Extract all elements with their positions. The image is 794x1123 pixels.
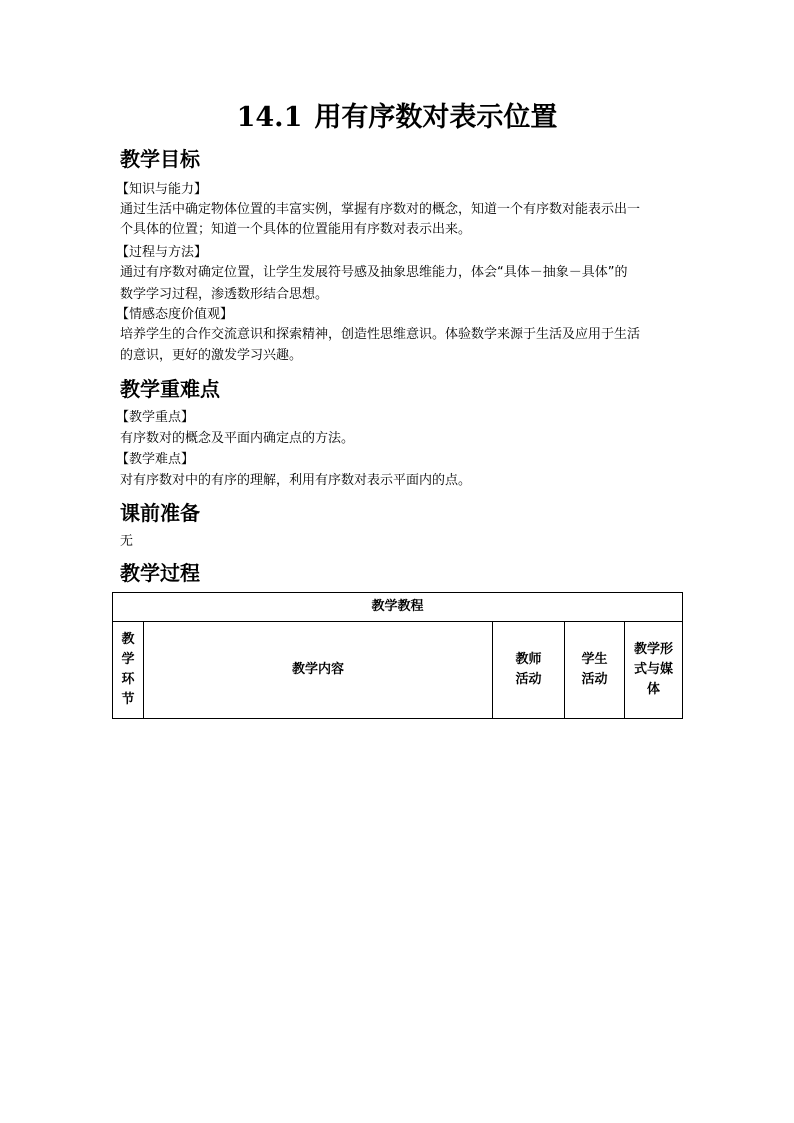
col-header-content-text: 教学内容 — [291, 662, 344, 677]
title-number: 14.1 — [236, 102, 303, 133]
col-header-teacher — [493, 622, 565, 719]
col-header-student — [565, 622, 625, 719]
col-header-teacher-text: 教师活动 — [515, 652, 542, 687]
col-header-media — [625, 622, 683, 719]
difficulty-label: 【教学难点】 — [116, 452, 195, 467]
table-caption-row — [113, 593, 683, 622]
process-method-line2: 数学学习过程，渗透数形结合思想。 — [120, 287, 329, 302]
process-heading: 教学过程 — [120, 561, 200, 585]
table-header-row — [113, 622, 683, 719]
col-header-content — [144, 622, 493, 719]
teaching-process-table — [112, 592, 683, 719]
table-caption-text: 教学教程 — [371, 599, 424, 614]
table-caption — [113, 593, 683, 622]
focus-label: 【教学重点】 — [116, 410, 195, 425]
col-header-media-text: 教学形式与媒体 — [634, 642, 674, 697]
process-method-label: 【过程与方法】 — [116, 245, 208, 260]
col-header-stage — [113, 622, 144, 719]
process-method-line1: 通过有序数对确定位置，让学生发展符号感及抽象思维能力，体会“具体－抽象－具体”的 — [120, 265, 628, 280]
attitude-label: 【情感态度价值观】 — [116, 307, 234, 322]
knowledge-text-line2: 个具体的位置；知道一个具体的位置能用有序数对表示出来。 — [120, 222, 472, 237]
knowledge-text-line1: 通过生活中确定物体位置的丰富实例，掌握有序数对的概念，知道一个有序数对能表示出一 — [120, 202, 641, 217]
difficulty-text: 对有序数对中的有序的理解，利用有序数对表示平面内的点。 — [120, 473, 472, 488]
col-header-student-text: 学生活动 — [581, 652, 608, 687]
attitude-text-line2: 的意识，更好的激发学习兴趣。 — [120, 348, 303, 363]
preparation-text: 无 — [120, 534, 134, 549]
title-text: 用有序数对表示位置 — [314, 102, 558, 133]
focus-text: 有序数对的概念及平面内确定点的方法。 — [120, 431, 355, 446]
attitude-text-line1: 培养学生的合作交流意识和探索精神，创造性思维意识。体验数学来源于生活及应用于生活 — [120, 327, 641, 342]
knowledge-label: 【知识与能力】 — [116, 182, 208, 197]
page-title — [0, 98, 794, 138]
col-header-stage-text: 教学环节 — [121, 632, 135, 707]
objectives-heading: 教学目标 — [120, 147, 200, 171]
key-points-heading: 教学重难点 — [120, 377, 220, 401]
preparation-heading: 课前准备 — [120, 501, 200, 525]
